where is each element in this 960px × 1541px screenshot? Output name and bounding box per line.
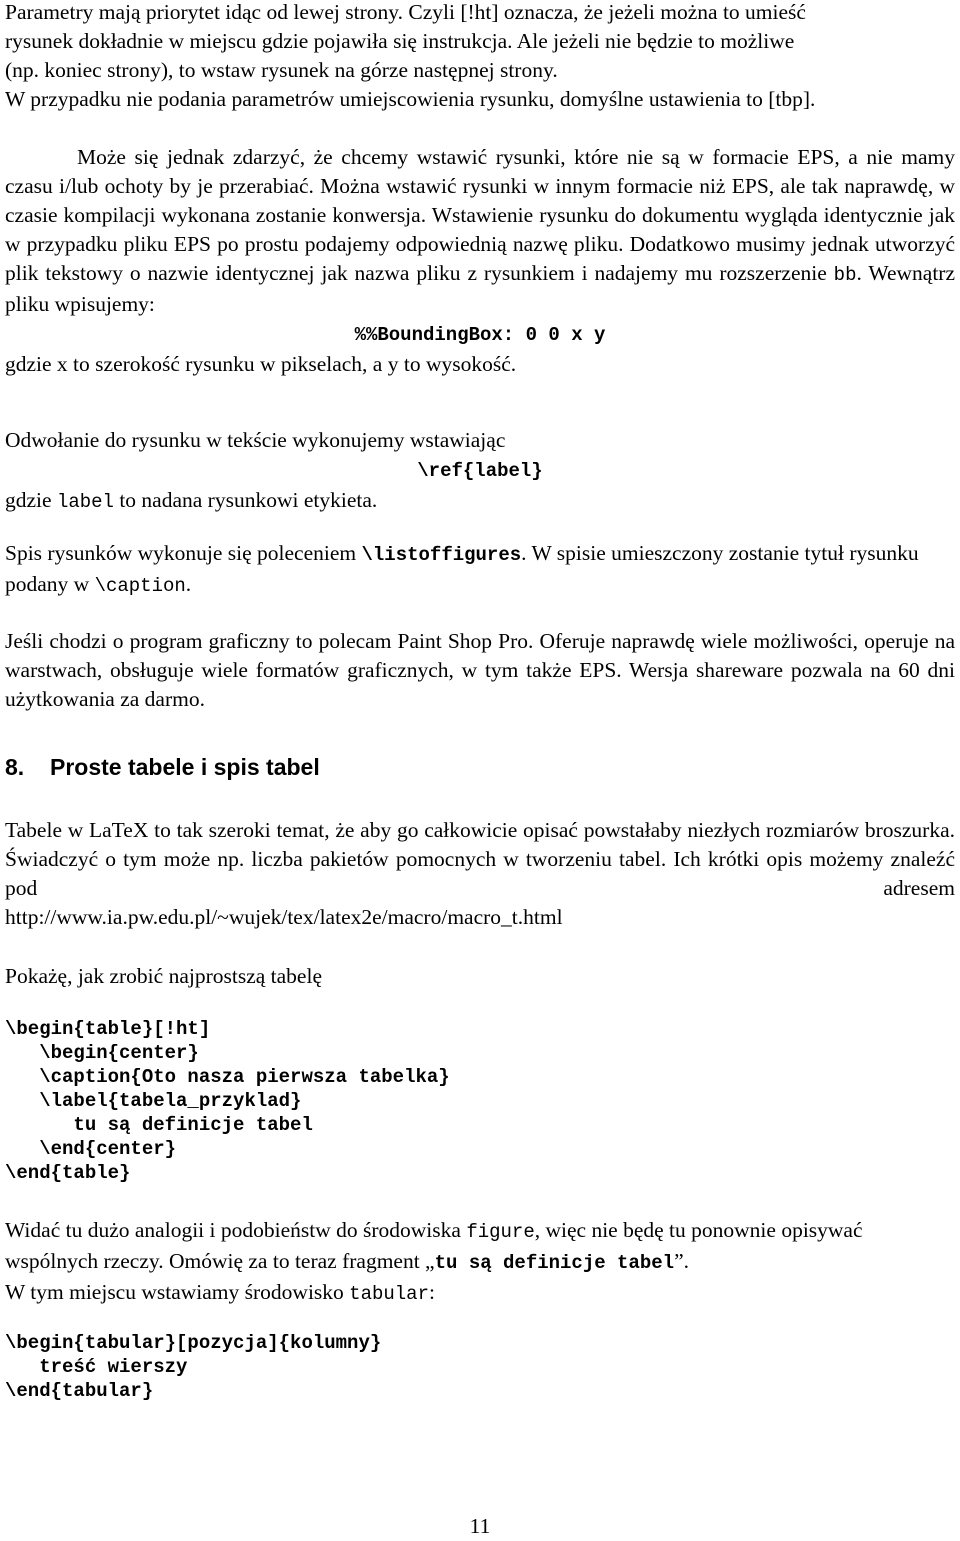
- text: Jeśli chodzi o program graficzny to polecam Paint Shop Pro. Oferuje naprawdę wiele możliwości, operuje na warstwach, obsługuje wiele formatów graficznych, w tym także EPS. Wersja shareware pozwala na 60 dni użytkowania za darmo.: [5, 629, 955, 711]
- text: . Wewnątrz pliku wpisujemy:: [5, 261, 955, 316]
- text: gdzie x to szerokość rysunku w pikselach, a y to wysokość.: [5, 352, 517, 376]
- paragraph-simple-table: [5, 962, 955, 991]
- text: Tabele w LaTeX to tak szeroki temat, że aby go całkowicie opisać powstałaby niezłych rozmiarów broszurka. Świadczyć o tym może np. liczba pakietów pomocnych w tworzeniu tabel. Ich krótki opis możemy znaleźć pod adresem: [5, 818, 955, 900]
- text: , więc nie będę tu ponownie opisywać wspólnych rzeczy. Omówię za to teraz fragment „: [5, 1218, 863, 1273]
- code-ref: \ref{label}: [417, 460, 543, 482]
- text-line: W przypadku nie podania parametrów umiejscowienia rysunku, domyślne ustawienia to [tbp].: [5, 87, 816, 111]
- text: to nadana rysunkowi etykieta.: [113, 488, 378, 512]
- code-inline-fragment: tu są definicje tabel: [434, 1252, 675, 1274]
- paragraph-placement-params: [5, 0, 955, 114]
- text: Może się jednak zdarzyć, że chcemy wstawić rysunki, które nie są w formacie EPS, a nie mamy czasu i/lub ochoty by je przerabiać. Można wstawić rysunki w innym formacie niż EPS, ale tak naprawdę, w czasie kompilacji wykonana zostanie konwersja. Wstawienie rysunku do dokumentu wygląda identycznie jak w przypadku pliku EPS po prostu podajemy odpowiednią nazwę pliku. Dodatkowo musimy jednak utworzyć plik tekstowy o nazwie identycznej jak nazwa pliku z rysunkiem i nadajemy mu rozszerzenie: [5, 145, 955, 285]
- section-heading: [5, 752, 320, 782]
- code-listoffigures: \listoffigures: [361, 544, 522, 566]
- paragraph-paint-shop-pro: [5, 627, 955, 714]
- url-text: http://www.ia.pw.edu.pl/~wujek/tex/latex2e/macro/macro_t.html: [5, 905, 563, 929]
- paragraph-list-of-figures: [5, 539, 955, 601]
- text: . W spisie umieszczony zostanie tytuł rysunku podany w: [5, 541, 919, 596]
- paragraph-tables-intro: [5, 816, 955, 932]
- code-block-tabular: \begin{tabular}[pozycja]{kolumny} treść wierszy \end{tabular}: [5, 1332, 382, 1402]
- page-number: 11: [469, 1514, 491, 1538]
- text: .: [185, 572, 192, 596]
- code-inline-label: label: [56, 491, 114, 513]
- text: W tym miejscu wstawiamy środowisko: [5, 1280, 350, 1304]
- text-line: rysunek dokładnie w miejscu gdzie pojawiła się instrukcja. Ale jeżeli nie będzie to możliwe: [5, 29, 795, 53]
- code-inline-figure: figure: [466, 1221, 535, 1243]
- text: Widać tu dużo analogii i podobieństw do środowiska: [5, 1218, 467, 1242]
- paragraph-tabular: [5, 1216, 955, 1309]
- code-inline-caption: \caption: [94, 575, 186, 597]
- text-line: Parametry mają priorytet idąc od lewej strony. Czyli [!ht] oznacza, że jeżeli można to umieść: [5, 0, 806, 24]
- section-title: Proste tabele i spis tabel: [50, 754, 320, 780]
- text: gdzie: [5, 488, 57, 512]
- code-block-table: \begin{table}[!ht] \begin{center} \caption{Oto nasza pierwsza tabelka} \label{tabela_przyklad} tu są definicje tabel \end{center} \end{table}: [5, 1018, 450, 1184]
- section-number: 8.: [5, 754, 25, 780]
- text-line: (np. koniec strony), to wstaw rysunek na górze następnej strony.: [5, 58, 558, 82]
- code-inline-bb: bb: [833, 264, 857, 286]
- paragraph-non-eps-images: [5, 143, 955, 379]
- text: Pokażę, jak zrobić najprostszą tabelę: [5, 964, 322, 988]
- text: ”.: [674, 1249, 689, 1273]
- code-inline-tabular: tabular: [349, 1283, 429, 1305]
- text: :: [429, 1280, 435, 1304]
- code-bounding-box: %%BoundingBox: 0 0 x y: [354, 324, 606, 346]
- paragraph-ref: [5, 426, 955, 517]
- text: Spis rysunków wykonuje się poleceniem: [5, 541, 362, 565]
- text: Odwołanie do rysunku w tekście wykonujemy wstawiając: [5, 428, 506, 452]
